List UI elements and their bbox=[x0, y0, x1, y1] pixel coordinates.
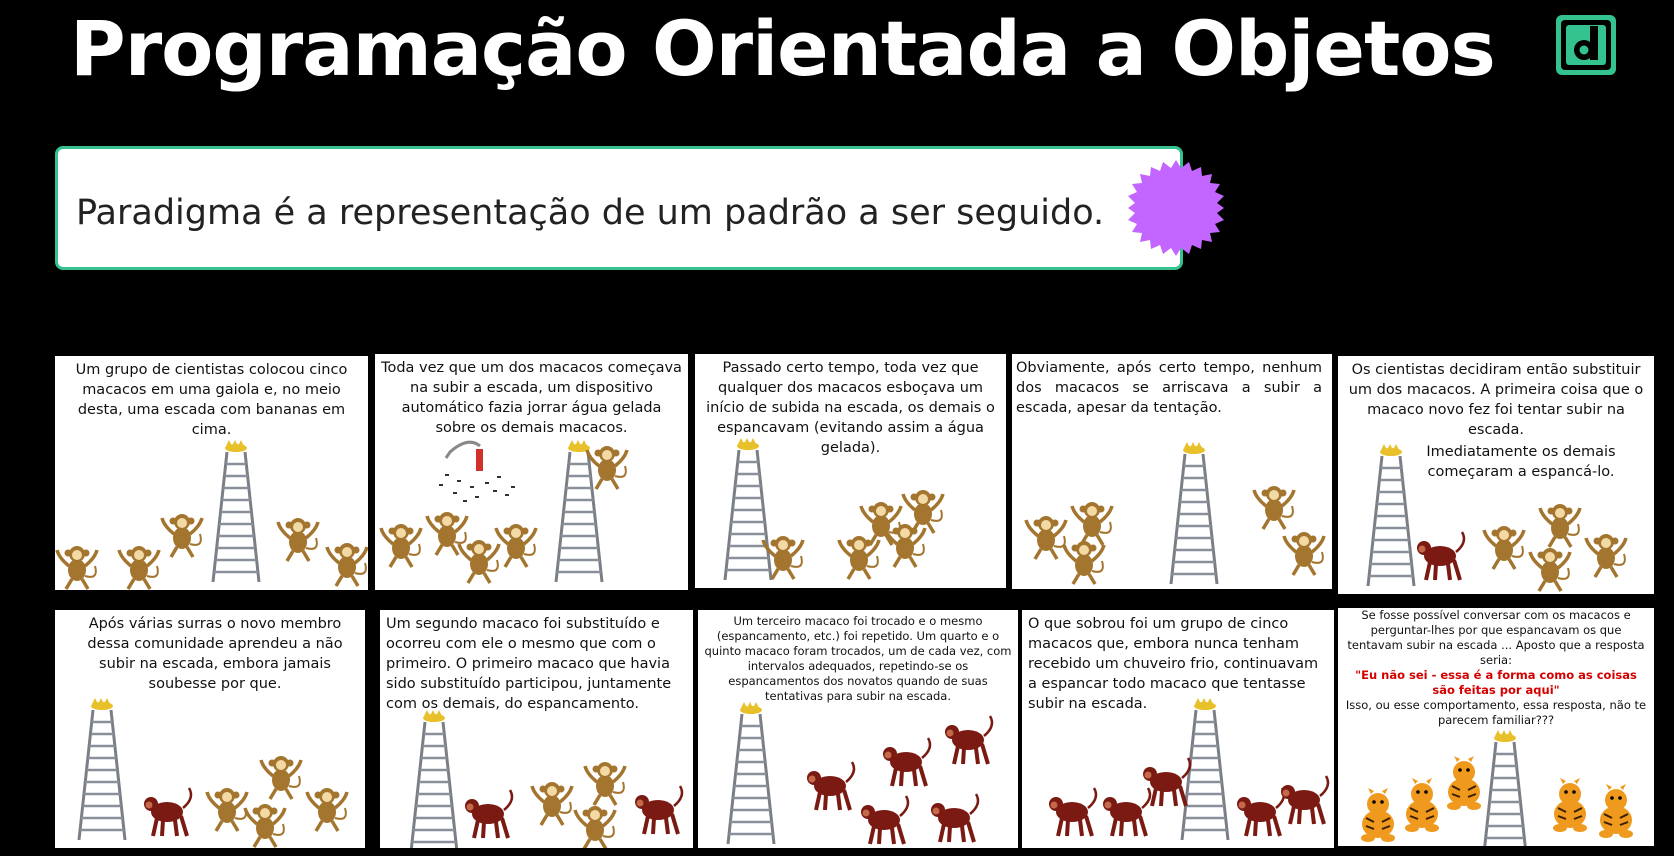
definition-text: Paradigma é a representação de um padrão a ser seguido. bbox=[76, 193, 1105, 233]
panel-illustration bbox=[55, 610, 365, 848]
comic-panel-9 bbox=[1022, 610, 1334, 848]
comic-panel-6 bbox=[55, 610, 365, 848]
comic-panel-3 bbox=[695, 354, 1006, 588]
comic-panel-7 bbox=[380, 610, 693, 848]
comic-panel-4 bbox=[1012, 354, 1332, 589]
panel-caption: Toda vez que um dos macacos começava na subir a escada, um dispositivo automático fazia jorrar água gelada sobre os demais macacos. bbox=[381, 360, 682, 436]
panel-caption-secondary: Imediatamente os demais começaram a espancá-lo. bbox=[1426, 444, 1616, 480]
panel-illustration bbox=[375, 354, 688, 590]
panel-caption: Após várias surras o novo membro dessa comunidade aprendeu a não subir na escada, embora jamais soubesse por que. bbox=[87, 616, 343, 692]
panel-illustration bbox=[55, 356, 368, 590]
panel-caption-intro: Se fosse possível conversar com os macacos e perguntar-lhes por que espancavam os que tentavam subir na escada ... Aposto que a resposta seria: bbox=[1347, 608, 1645, 667]
panel-illustration bbox=[698, 610, 1018, 848]
starburst-badge-icon bbox=[1126, 158, 1226, 258]
panel-caption: Um terceiro macaco foi trocado e o mesmo (espancamento, etc.) foi repetido. Um quarto e o quinto macaco foram trocados, um de cada vez, com intervalos adequados, repetindo-se os espancamentos dos novatos quando de suas tentativas para subir na escada. bbox=[704, 614, 1012, 703]
panel-caption: Passado certo tempo, toda vez que qualquer dos macacos esboçava um início de subida na escada, os demais o espancavam (evitando assim a água gelada). bbox=[706, 360, 995, 456]
comic-panel-1 bbox=[55, 356, 368, 590]
panel-illustration bbox=[1338, 608, 1654, 846]
comic-panel-5 bbox=[1338, 356, 1654, 594]
comic-panel-10 bbox=[1338, 608, 1654, 846]
panel-caption-question: Isso, ou esse comportamento, essa resposta, não te parecem familiar??? bbox=[1345, 698, 1647, 727]
panel-illustration bbox=[695, 354, 1006, 588]
panel-caption-quote: "Eu não sei - essa é a forma como as coisas são feitas por aqui" bbox=[1355, 668, 1637, 697]
panel-caption: O que sobrou foi um grupo de cinco macacos que, embora nunca tenham recebido um chuveiro frio, continuavam a espancar todo macaco que tentasse subir na escada. bbox=[1028, 616, 1319, 712]
panel-illustration bbox=[1338, 356, 1654, 594]
comic-panel-8 bbox=[698, 610, 1018, 848]
panel-illustration bbox=[380, 610, 693, 848]
comic-panel-2 bbox=[375, 354, 688, 590]
panel-caption: Os cientistas decidiram então substituir um dos macacos. A primeira coisa que o macaco novo fez foi tentar subir na escada. bbox=[1348, 362, 1644, 438]
definition-box bbox=[55, 146, 1183, 270]
panel-caption: Um segundo macaco foi substituído e ocorreu com ele o mesmo que com o primeiro. O primeiro macaco que havia sido substituído participou, juntamente com os demais, do espancamento. bbox=[386, 616, 672, 712]
panel-illustration bbox=[1022, 610, 1334, 848]
panel-caption: Um grupo de cientistas colocou cinco macacos em uma gaiola e, no meio desta, uma escada com bananas em cima. bbox=[75, 362, 348, 438]
slide-title: Programação Orientada a Objetos bbox=[70, 4, 1495, 93]
panel-caption: Obviamente, após certo tempo, nenhum dos macacos se arriscava a subir a escada, apesar da tentação. bbox=[1016, 360, 1322, 416]
d-logo-icon bbox=[1553, 12, 1619, 78]
panel-illustration bbox=[1012, 354, 1332, 589]
